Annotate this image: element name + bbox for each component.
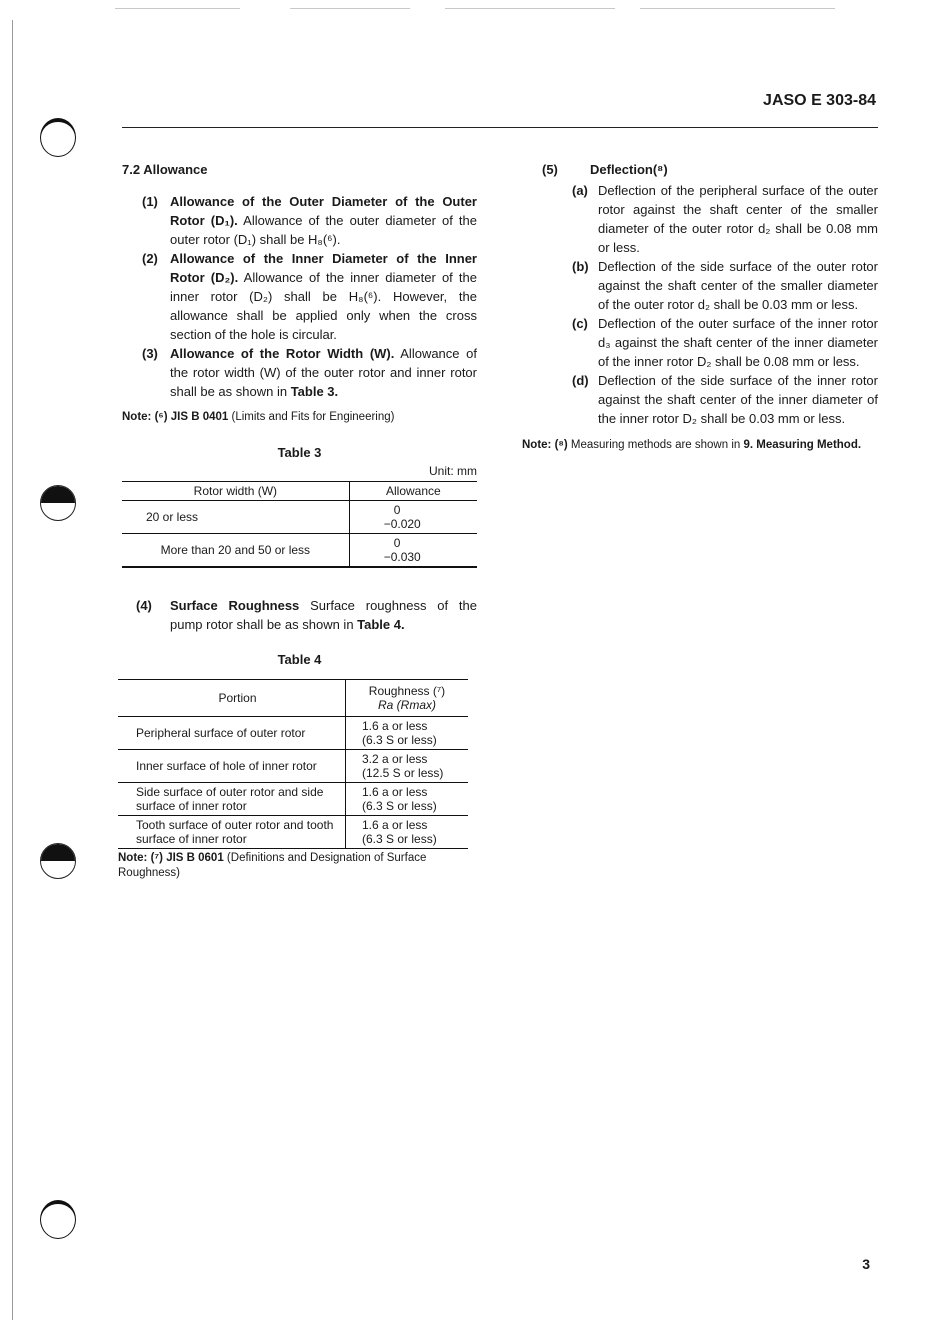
note-label: Note: (⁷) — [118, 852, 163, 864]
item-label: (b) — [572, 259, 589, 274]
item-text: Deflection of the peripheral surface of the outer rotor against the shaft center of the smaller diameter of the outer rotor d₂ shall be 0.08 mm or less. — [598, 183, 878, 255]
item-number: (1) — [142, 194, 158, 209]
item-title: Allowance of the Rotor Width (W). — [170, 346, 395, 361]
item-text: Surface roughness of the pump rotor shall be as shown in — [170, 598, 477, 632]
item-number: (4) — [136, 598, 152, 613]
footnote — [118, 851, 477, 881]
roughness-header: Roughness (⁷) — [368, 684, 446, 698]
roughness-max: (6.3 S or less) — [362, 832, 437, 846]
item-body — [170, 344, 477, 401]
column-header: Allowance — [349, 482, 477, 501]
item-label: (d) — [572, 373, 589, 388]
item-title: Allowance of the Outer Diameter of the Outer Rotor (D₁). — [170, 194, 477, 228]
column-header: Portion — [118, 680, 346, 717]
binder-hole-icon — [40, 485, 76, 521]
table-title: Table 3 — [277, 445, 322, 460]
note-text: (Definitions and Designation of Surface Roughness) — [118, 852, 427, 879]
item-text: Deflection of the side surface of the inner rotor against the shaft center of the inner diameter of the inner rotor D₂ shall be 0.03 mm or less. — [598, 373, 878, 426]
table-row — [122, 534, 477, 568]
table-row — [122, 501, 477, 534]
table-row — [118, 717, 468, 750]
footnote — [122, 410, 477, 425]
tolerance-lower: −0.030 — [383, 550, 421, 564]
item-number: (2) — [142, 251, 158, 266]
list-item — [122, 344, 477, 401]
list-item — [522, 257, 878, 314]
roughness-max: (6.3 S or less) — [362, 733, 437, 747]
list-item — [122, 192, 477, 249]
table-title: Table 4 — [277, 652, 322, 667]
top-scan-mark — [640, 8, 835, 9]
table-cell: Tooth surface of outer rotor and tooth surface of inner rotor — [118, 816, 346, 849]
binder-hole-icon — [40, 843, 76, 879]
item-title: Surface Roughness — [170, 598, 300, 613]
item-text: Allowance of the rotor width (W) of the outer rotor and inner rotor shall be as shown in — [170, 346, 477, 399]
roughness-value: 1.6 a or less — [362, 818, 428, 832]
list-item — [122, 249, 477, 344]
tolerance-upper: 0 — [393, 536, 401, 550]
roughness-value: 3.2 a or less — [362, 752, 428, 766]
table-cell: Peripheral surface of outer rotor — [118, 717, 346, 750]
binder-hole-icon — [40, 1200, 76, 1239]
item-text: Deflection of the side surface of the outer rotor against the shaft center of the smaller diameter of the outer rotor d₂ shall be 0.03 mm or less. — [598, 259, 878, 312]
table-row — [118, 816, 468, 849]
table-cell: More than 20 and 50 or less — [122, 534, 349, 568]
table-cell — [346, 783, 469, 816]
top-scan-mark — [290, 8, 410, 9]
item-label: (c) — [572, 316, 588, 331]
table-cell: Side surface of outer rotor and side surface of inner rotor — [118, 783, 346, 816]
roughness-value: 1.6 a or less — [362, 719, 428, 733]
table-cell — [346, 750, 469, 783]
standard-reference: JIS B 0401 — [170, 411, 229, 423]
list-item — [122, 596, 477, 634]
left-column — [118, 160, 478, 881]
section-reference: 9. Measuring Method. — [743, 439, 862, 451]
tolerance-upper: 0 — [393, 503, 401, 517]
table-cell: Inner surface of hole of inner rotor — [118, 750, 346, 783]
table-unit: Unit: mm — [429, 464, 477, 478]
table-cell: 20 or less — [122, 501, 349, 534]
top-scan-mark — [445, 8, 615, 9]
table-4 — [118, 679, 468, 849]
section-heading: 7.2 Allowance — [122, 162, 208, 177]
standard-reference: JIS B 0601 — [166, 852, 224, 864]
binder-hole-icon — [40, 118, 76, 157]
column-header: Rotor width (W) — [122, 482, 349, 501]
deflection-heading-row — [522, 160, 878, 179]
list-item — [522, 371, 878, 428]
note-text: (Limits and Fits for Engineering) — [228, 411, 395, 423]
item-text: Deflection of the outer surface of the inner rotor d₃ against the shaft center of the inner diameter of the inner rotor D₂ shall be 0.08 mm or less. — [598, 316, 878, 369]
table-reference: Table 3. — [290, 384, 339, 399]
item-number: (5) — [542, 162, 558, 177]
table-3 — [122, 481, 477, 568]
note-label: Note: (⁶) — [122, 411, 168, 423]
roughness-value: 1.6 a or less — [362, 785, 428, 799]
table-row — [118, 750, 468, 783]
section-subheading: Deflection(⁸) — [590, 162, 668, 177]
item-title: Allowance of the Inner Diameter of the Inner Rotor (D₂). — [170, 251, 477, 285]
item-body — [170, 249, 477, 344]
item-body — [164, 596, 477, 634]
right-column — [522, 160, 878, 453]
tolerance-lower: −0.020 — [383, 517, 421, 531]
item-label: (a) — [572, 183, 588, 198]
note-text: Measuring methods are shown in — [567, 439, 744, 451]
table-cell — [349, 501, 477, 534]
table-cell — [346, 717, 469, 750]
page-edge-line — [12, 20, 13, 1320]
column-header — [346, 680, 469, 717]
item-body — [170, 192, 477, 249]
roughness-max: (12.5 S or less) — [362, 766, 444, 780]
item-text: Allowance of the outer diameter of the outer rotor (D₁) shall be H₈(⁶). — [170, 213, 478, 247]
roughness-subheader: Ra (Rmax) — [377, 698, 436, 712]
table-reference: Table 4. — [357, 617, 405, 632]
note-label: Note: (⁸) — [522, 439, 568, 451]
list-item — [522, 314, 878, 371]
roughness-max: (6.3 S or less) — [362, 799, 437, 813]
list-item — [522, 181, 878, 257]
page-number: 3 — [862, 1256, 870, 1272]
table-row — [118, 783, 468, 816]
item-number: (3) — [142, 346, 158, 361]
top-scan-mark — [115, 8, 240, 9]
table-cell — [346, 816, 469, 849]
item-text: Allowance of the inner diameter of the inner rotor (D₂) shall be H₈(⁶). However, the allowance shall be applied only when the cross section of the hole is circular. — [170, 270, 477, 342]
document-id: JASO E 303-84 — [763, 92, 876, 109]
header-divider — [122, 127, 878, 128]
table-cell — [349, 534, 477, 568]
footnote — [522, 438, 878, 453]
